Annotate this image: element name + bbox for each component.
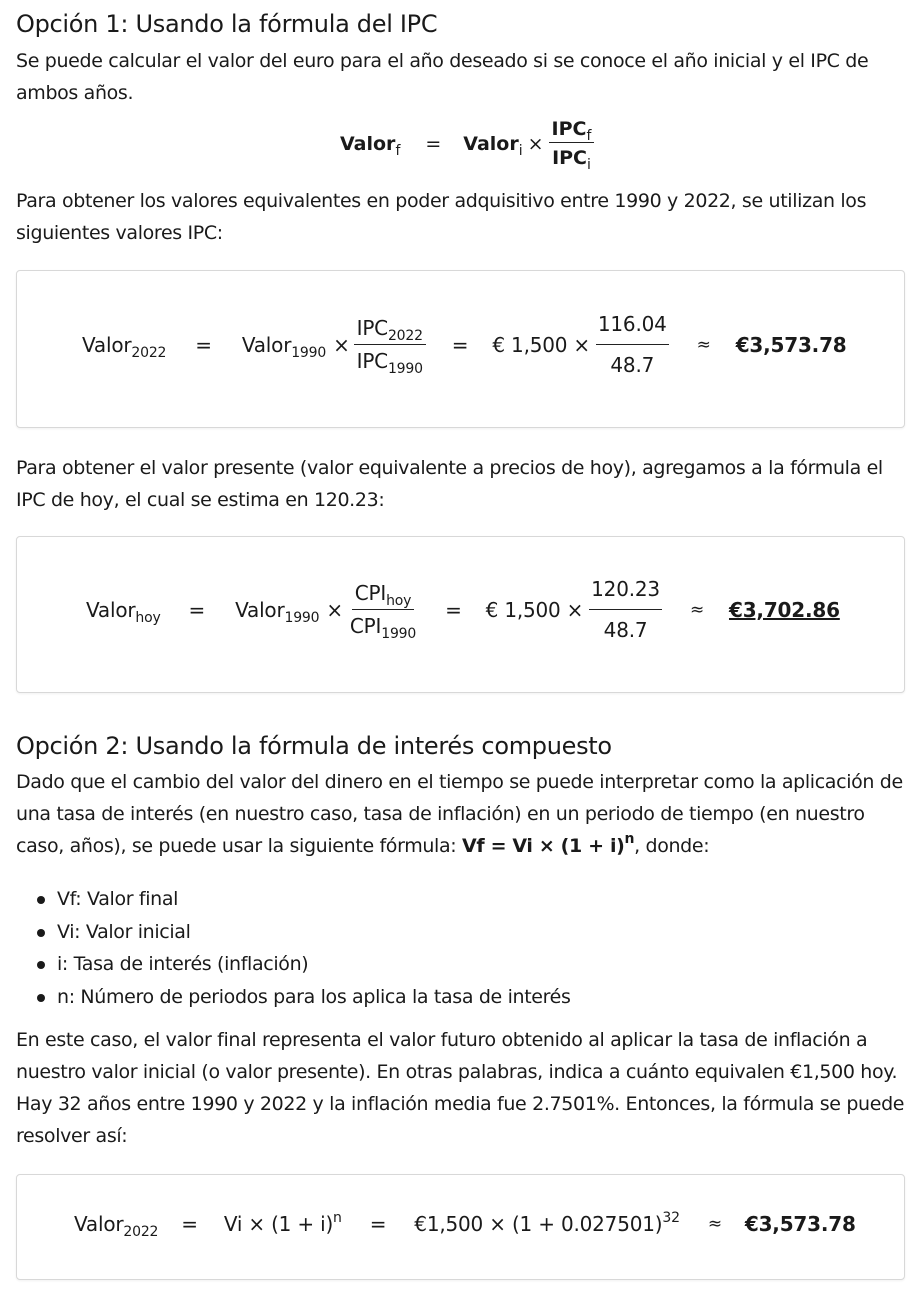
box1-fraction-numeric: $\frac{116.04}{48.7}$	[597, 312, 667, 377]
list-item: Vf: Valor final	[16, 883, 905, 916]
option1-intro: Se puede calcular el valor del euro para el año deseado si se conoce el año inicial y el IPC de ambos años.	[16, 50, 869, 104]
box3-expression: $Vi \times (1 + i)^n$	[223, 1210, 342, 1236]
option1-heading: Opción 1: Usando la fórmula del IPC	[16, 10, 438, 38]
option2-text2: En este caso, el valor final representa el valor futuro obtenido al aplicar la tasa de inflación a nuestro valor inicial (o valor presente). En otras palabras, indica a cuánto equivalen €1,500 hoy. Hay 32 años entre 1990 y 2022 y la inflación media fue 2.7501%. Entonces, la fórmula se puede resolver así:	[16, 1029, 905, 1147]
option2-section	[16, 731, 905, 761]
ipc-formula: Valor$_f$ = Valor$_i$ × $\frac{IPC_f}{IPC_i}$	[340, 118, 594, 169]
box3-result: €3,573.78	[744, 1212, 856, 1236]
option1-text2: Para obtener los valores equivalentes en poder adquisitivo entre 1990 y 2022, se utilizan los siguientes valores IPC:	[16, 190, 867, 244]
box3-expression-numeric: €1,500 × $(1 + 0.027501)^{32}$	[414, 1210, 680, 1236]
formula-rhs: Valor$_i$	[463, 132, 523, 159]
formula-box-1-content: Valor$_{2022}$ = Valor$_{1990}$ × $\frac{IPC_{2022}}{IPC_{1990}}$ = € 1,500 × $\frac{116.04}{48.7}$ ≈ €3,573.78	[82, 312, 847, 377]
box2-fraction-symbolic: $\frac{CPI_{hoy}}{CPI_{1990}}$	[349, 581, 417, 642]
list-item: i: Tasa de interés (inflación)	[16, 948, 905, 981]
box2-result: €3,702.86	[728, 597, 840, 622]
variable-list	[16, 883, 905, 1013]
compound-formula-inline: $Vf = Vi \times (1 + i)^n$	[462, 831, 635, 857]
box2-amount: € 1,500	[485, 597, 561, 622]
list-item: Vi: Valor inicial	[16, 916, 905, 949]
formula-box-2-content: Valor$_{hoy}$ = Valor$_{1990}$ × $\frac{CPI_{hoy}}{CPI_{1990}}$ = € 1,500 × $\frac{120.23}{48.7}$ ≈ €3,702.86	[86, 577, 840, 642]
formula-lhs: Valor$_f$	[340, 132, 401, 159]
box2-fraction-numeric: $\frac{120.23}{48.7}$	[591, 577, 660, 642]
option2-heading: Opción 2: Usando la fórmula de interés compuesto	[16, 732, 612, 760]
box1-result: €3,573.78	[735, 332, 847, 357]
box1-amount: € 1,500	[492, 332, 568, 357]
option1-text3: Para obtener el valor presente (valor equivalente a precios de hoy), agregamos a la fórmula el IPC de hoy, el cual se estima en 120.23:	[16, 457, 883, 511]
list-item: n: Número de periodos para los aplica la tasa de interés	[16, 981, 905, 1014]
formula-fraction: $\frac{IPC_f}{IPC_i}$	[549, 118, 595, 169]
box1-fraction-symbolic: $\frac{IPC_{2022}}{IPC_{1990}}$	[354, 316, 426, 373]
option1-section	[16, 9, 905, 39]
formula-box-3-content: Valor$_{2022}$ = $Vi \times (1 + i)^n$ = €1,500 × $(1 + 0.027501)^{32}$ ≈ €3,573.78	[74, 1210, 856, 1240]
option2-intro: Dado que el cambio del valor del dinero en el tiempo se puede interpretar como la aplicación de una tasa de interés (en nuestro caso, tasa de inflación) en un periodo de tiempo (en nuestro caso, años), se puede usar la siguiente fórmula: $Vf = Vi \times (1 + i)^n$, donde:	[16, 771, 903, 857]
